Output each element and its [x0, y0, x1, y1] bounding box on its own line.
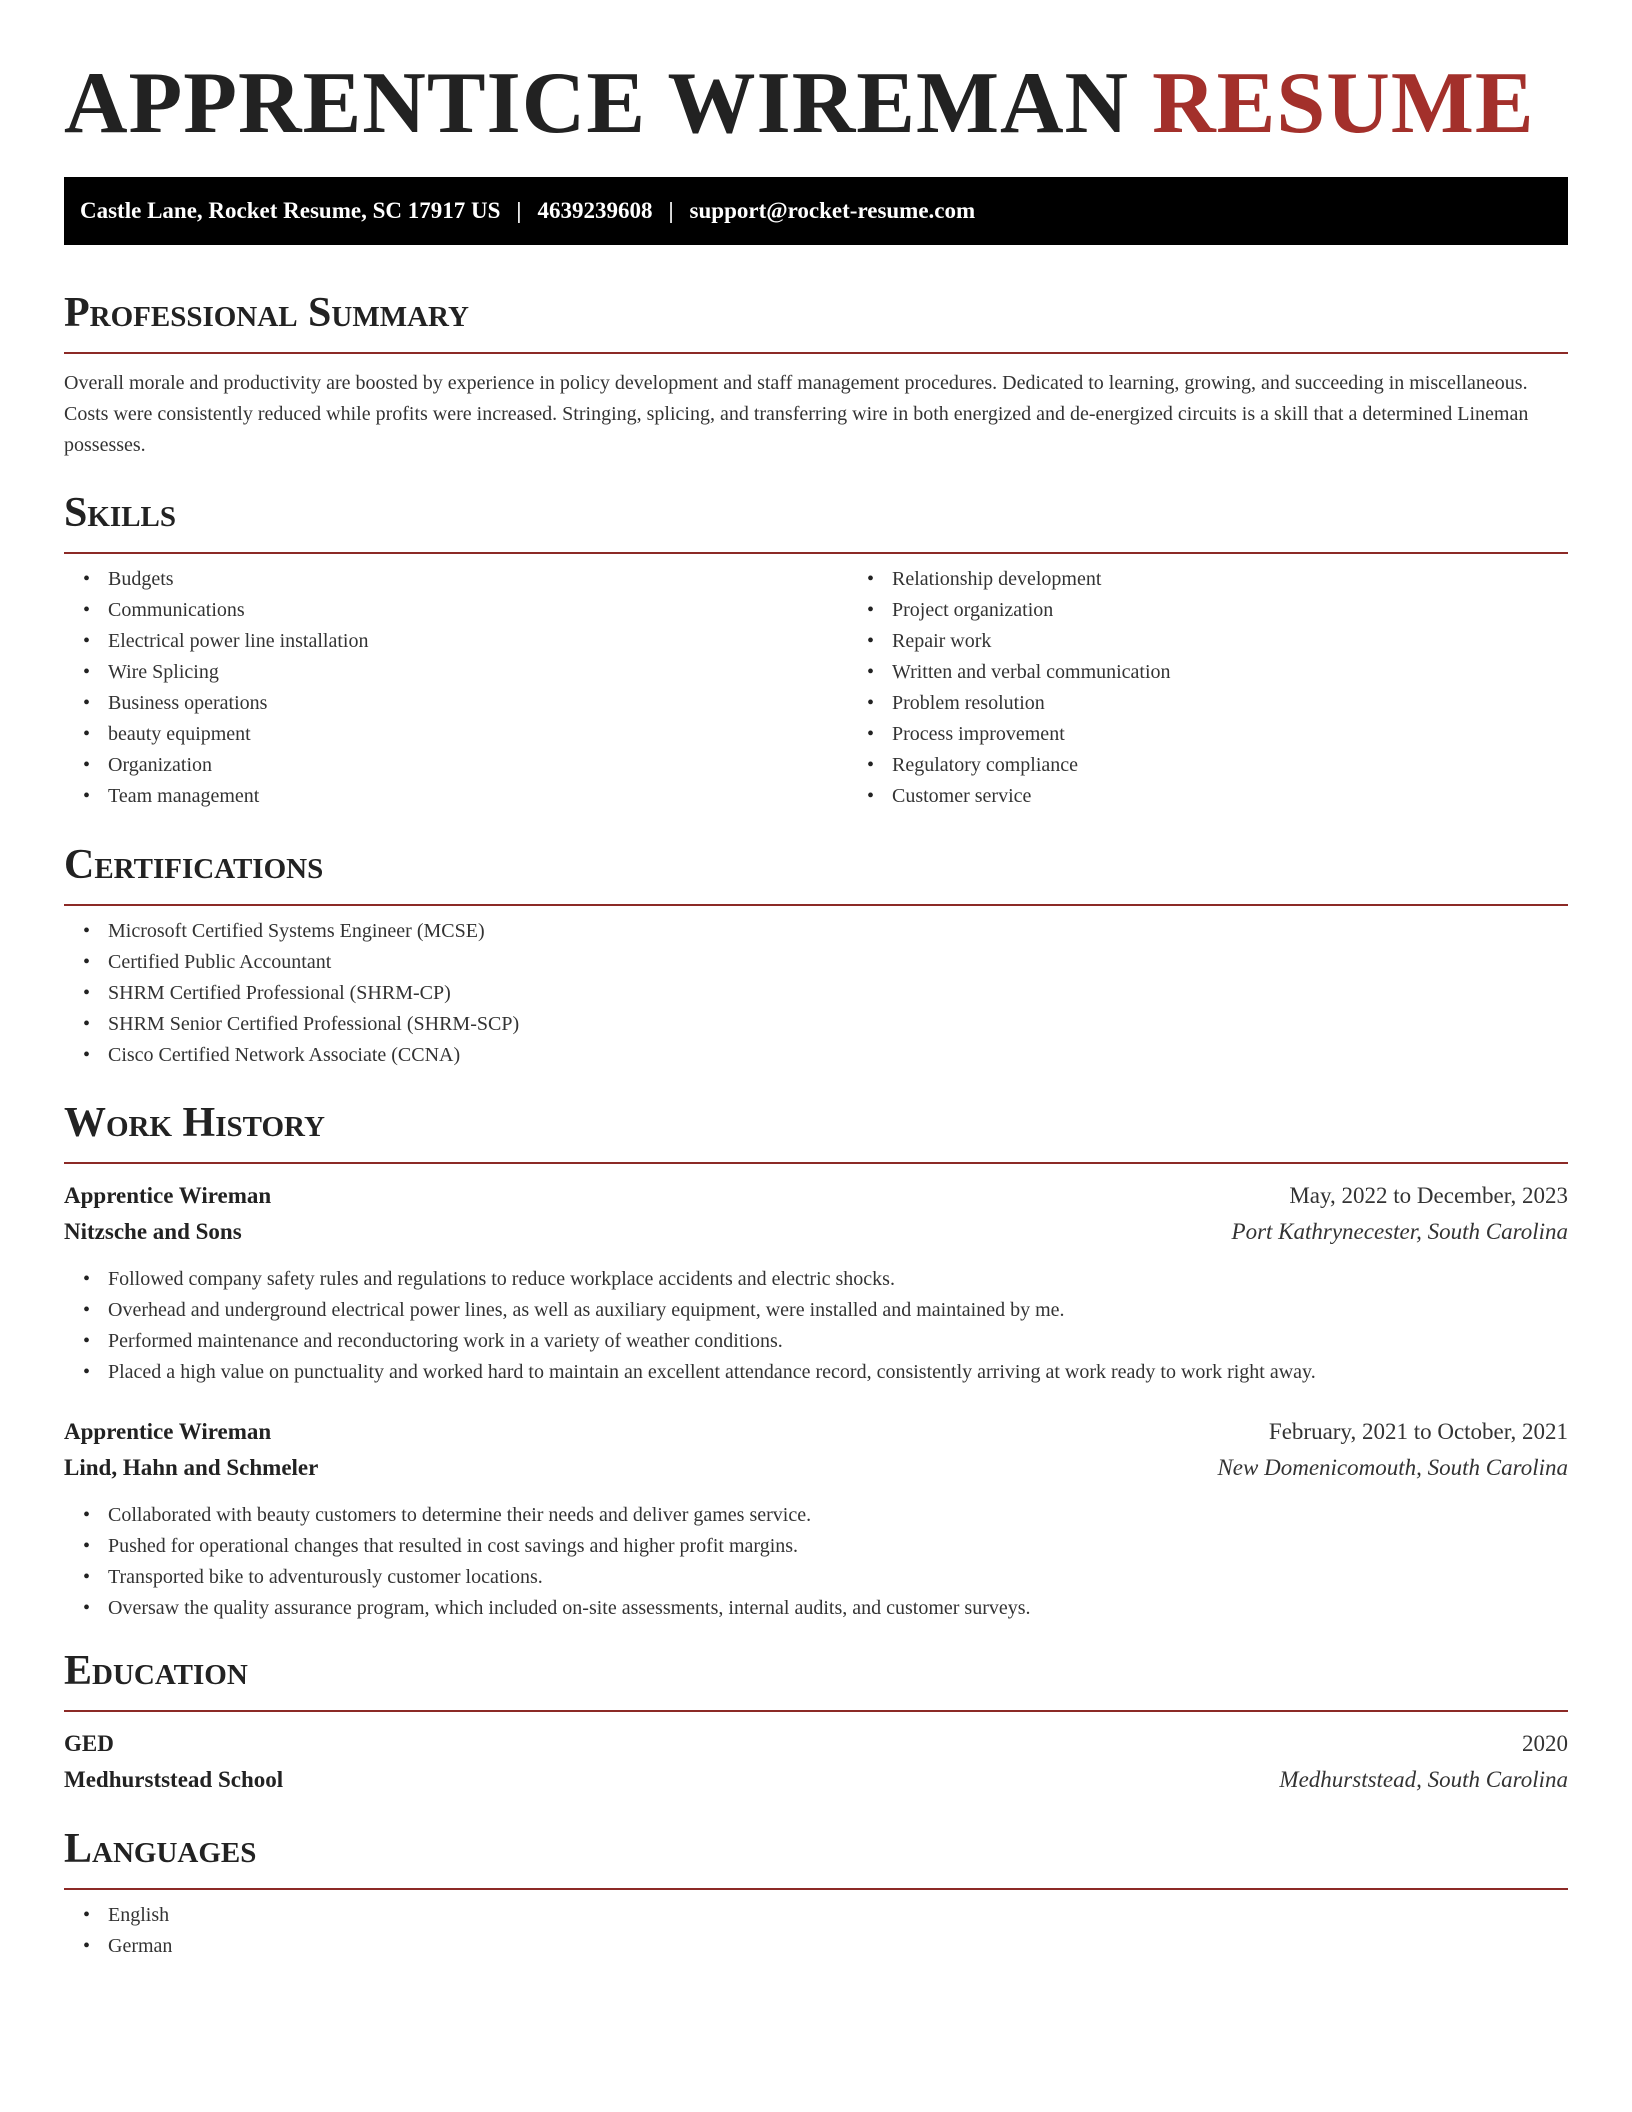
- job-title: Apprentice Wireman: [64, 1183, 272, 1208]
- education-school-row: [64, 1762, 1568, 1798]
- job-employer-row: [64, 1450, 1568, 1486]
- certification-item: • SHRM Certified Professional (SHRM-CP): [108, 978, 1568, 1009]
- job-entry: [64, 1178, 1568, 1388]
- certifications-list: [64, 916, 1568, 1071]
- education-degree: GED: [64, 1731, 114, 1756]
- skills-section: [64, 488, 1568, 812]
- section-heading-work-history: Work History: [64, 1100, 325, 1146]
- contact-phone[interactable]: 4639239608: [537, 198, 653, 223]
- job-bullet: • Followed company safety rules and regulations to reduce workplace accidents and electric shocks.: [108, 1264, 1568, 1295]
- job-bullets: [64, 1264, 1568, 1388]
- education-location: Medhurststead, South Carolina: [1279, 1767, 1568, 1792]
- section-heading-skills: Skills: [64, 490, 177, 536]
- education-school: Medhurststead School: [64, 1767, 284, 1792]
- language-item: • English: [108, 1900, 1568, 1931]
- title-main: APPRENTICE WIREMAN: [64, 55, 1130, 152]
- job-header-row: [64, 1178, 1568, 1214]
- contact-email[interactable]: support@rocket-resume.com: [689, 198, 976, 223]
- skill-item: • Customer service: [892, 781, 1632, 812]
- resume-title: [64, 0, 1568, 152]
- section-divider: [64, 904, 1568, 906]
- certification-item: • Cisco Certified Network Associate (CCNA): [108, 1040, 1568, 1071]
- skills-list-right: [848, 564, 1632, 812]
- job-bullet: • Performed maintenance and reconductoring work in a variety of weather conditions.: [108, 1326, 1568, 1357]
- skill-item: • Organization: [108, 750, 848, 781]
- certifications-section: [64, 840, 1568, 1071]
- contact-separator: |: [668, 198, 674, 223]
- skill-item: • beauty equipment: [108, 719, 848, 750]
- certification-item: • SHRM Senior Certified Professional (SHRM-SCP): [108, 1009, 1568, 1040]
- section-heading-languages: Languages: [64, 1826, 257, 1872]
- skill-item: • Team management: [108, 781, 848, 812]
- section-heading-certifications: Certifications: [64, 842, 324, 888]
- summary-text: Overall morale and productivity are boosted by experience in policy development and staff management procedures. Dedicated to learning, growing, and succeeding in miscellaneous. Costs were consistently reduced while profits were increased. Stringing, splicing, and transferring wire in both energized and de-energized circuits is a skill that a determined Lineman possesses.: [64, 372, 1529, 456]
- summary-section: [64, 288, 1568, 461]
- job-bullet: • Transported bike to adventurously customer locations.: [108, 1562, 1568, 1593]
- job-location: Port Kathrynecester, South Carolina: [1231, 1219, 1568, 1244]
- section-divider: [64, 1888, 1568, 1890]
- education-section: [64, 1646, 1568, 1798]
- job-bullet: • Placed a high value on punctuality and worked hard to maintain an excellent attendance record, consistently arriving at work ready to work right away.: [108, 1357, 1568, 1388]
- skills-list-left: [64, 564, 848, 812]
- job-bullet: • Oversaw the quality assurance program, which included on-site assessments, internal audits, and customer surveys.: [108, 1593, 1568, 1624]
- skill-item: • Project organization: [892, 595, 1632, 626]
- education-entry: [64, 1726, 1568, 1798]
- section-heading-summary: Professional Summary: [64, 290, 469, 336]
- language-item: • German: [108, 1931, 1568, 1962]
- skill-item: • Wire Splicing: [108, 657, 848, 688]
- education-header-row: [64, 1726, 1568, 1762]
- section-divider: [64, 352, 1568, 354]
- skill-item: • Business operations: [108, 688, 848, 719]
- certification-item: • Certified Public Accountant: [108, 947, 1568, 978]
- contact-separator: |: [516, 198, 522, 223]
- languages-list: [64, 1900, 1568, 1962]
- section-heading-education: Education: [64, 1648, 248, 1694]
- skills-grid: [64, 554, 1568, 812]
- job-location: New Domenicomouth, South Carolina: [1217, 1455, 1568, 1480]
- job-header-row: [64, 1414, 1568, 1450]
- languages-section: [64, 1824, 1568, 1962]
- skill-item: • Problem resolution: [892, 688, 1632, 719]
- title-accent: RESUME: [1152, 55, 1535, 152]
- skill-item: • Process improvement: [892, 719, 1632, 750]
- skill-item: • Budgets: [108, 564, 848, 595]
- job-employer: Nitzsche and Sons: [64, 1219, 242, 1244]
- skill-item: • Repair work: [892, 626, 1632, 657]
- skill-item: • Relationship development: [892, 564, 1632, 595]
- skill-item: • Communications: [108, 595, 848, 626]
- skill-item: • Regulatory compliance: [892, 750, 1632, 781]
- education-year: 2020: [1522, 1731, 1568, 1756]
- certification-item: • Microsoft Certified Systems Engineer (MCSE): [108, 916, 1568, 947]
- contact-address: Castle Lane, Rocket Resume, SC 17917 US: [80, 198, 501, 223]
- section-divider: [64, 1710, 1568, 1712]
- job-employer: Lind, Hahn and Schmeler: [64, 1455, 319, 1480]
- contact-bar: [64, 177, 1568, 245]
- job-entry: [64, 1414, 1568, 1624]
- section-divider: [64, 1162, 1568, 1164]
- job-dates: February, 2021 to October, 2021: [1268, 1419, 1568, 1444]
- job-employer-row: [64, 1214, 1568, 1250]
- job-bullet: • Collaborated with beauty customers to determine their needs and deliver games service.: [108, 1500, 1568, 1531]
- job-bullet: • Overhead and underground electrical power lines, as well as auxiliary equipment, were installed and maintained by me.: [108, 1295, 1568, 1326]
- skill-item: • Written and verbal communication: [892, 657, 1632, 688]
- job-bullets: [64, 1500, 1568, 1624]
- skill-item: • Electrical power line installation: [108, 626, 848, 657]
- work-history-section: [64, 1098, 1568, 1624]
- job-bullet: • Pushed for operational changes that resulted in cost savings and higher profit margins.: [108, 1531, 1568, 1562]
- job-title: Apprentice Wireman: [64, 1419, 272, 1444]
- job-dates: May, 2022 to December, 2023: [1289, 1183, 1568, 1208]
